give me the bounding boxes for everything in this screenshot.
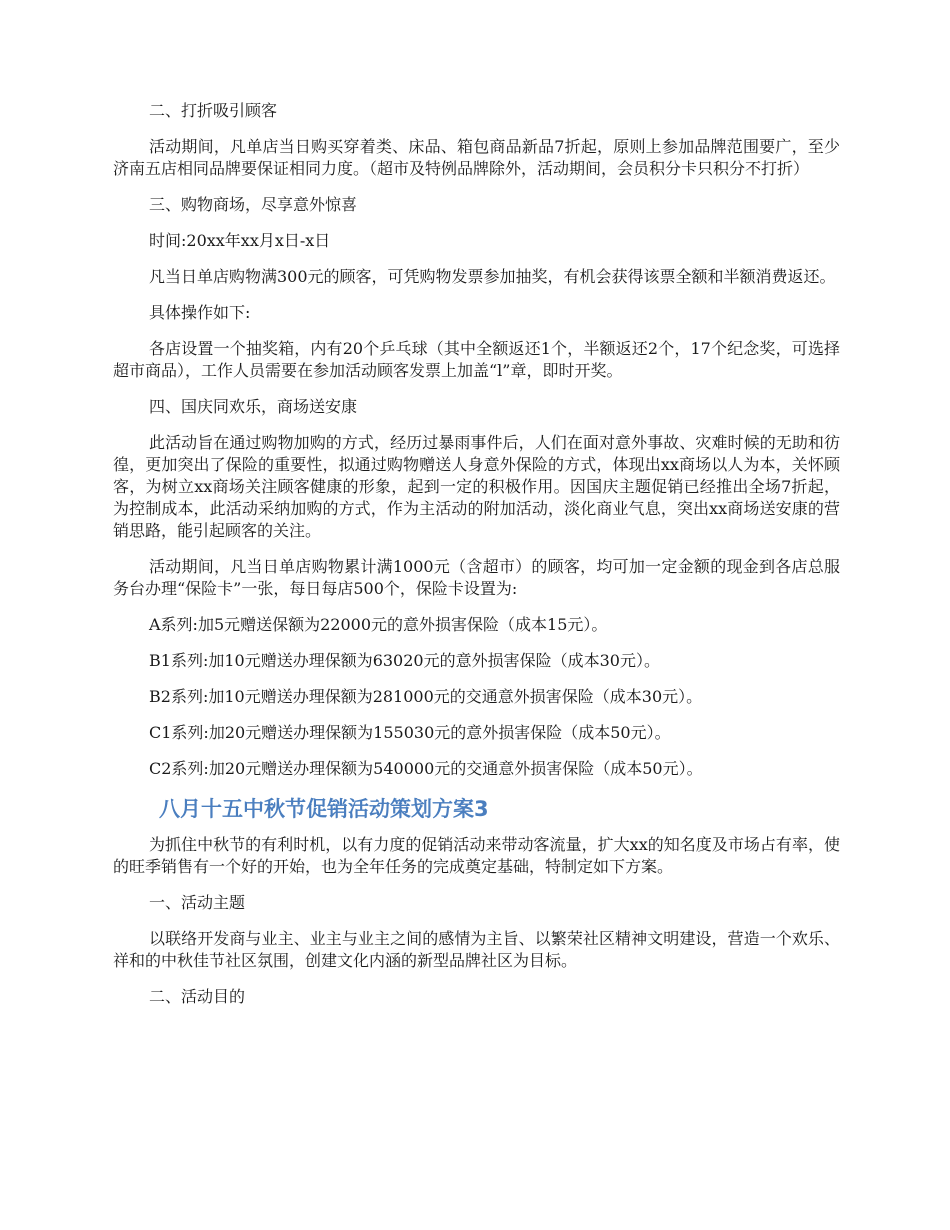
body-paragraph: 以联络开发商与业主、业主与业主之间的感情为主旨、以繁荣社区精神文明建设，营造一个欢乐、祥和的中秋佳节社区氛围，创建文化内涵的新型品牌社区为目标。 xyxy=(113,929,840,970)
list-item: B2系列:加10元赠送办理保额为281000元的交通意外损害保险（成本30元）。 xyxy=(149,687,703,706)
list-item: C1系列:加20元赠送办理保额为155030元的意外损害保险（成本50元）。 xyxy=(149,723,671,742)
section-subheading: 二、活动目的 xyxy=(149,987,246,1006)
body-paragraph: 活动期间，凡单店当日购买穿着类、床品、箱包商品新品7折起，原则上参加品牌范围要广，至少济南五店相同品牌要保证相同力度。（超市及特例品牌除外，活动期间，会员积分卡只积分不打折） xyxy=(113,137,840,178)
section-heading: 八月十五中秋节促销活动策划方案3 xyxy=(159,797,489,821)
list-item: C2系列:加20元赠送办理保额为540000元的交通意外损害保险（成本50元）。 xyxy=(149,759,703,778)
document-page xyxy=(113,100,840,1022)
body-paragraph: 活动期间，凡当日单店购物累计满1000元（含超市）的顾客，均可加一定金额的现金到各店总服务台办理“保险卡”一张，每日每店500个，保险卡设置为: xyxy=(113,557,840,598)
body-paragraph: 此活动旨在通过购物加购的方式，经历过暴雨事件后，人们在面对意外事故、灾难时候的无助和彷徨，更加突出了保险的重要性，拟通过购物赠送人身意外保险的方式，体现出xx商场以人为本，关怀顾客，为树立xx商场关注顾客健康的形象，起到一定的积极作用。因国庆主题促销已经推出全场7折起，为控制成本，此活动采纳加购的方式，作为主活动的附加活动，淡化商业气息，突出xx商场送安康的营销思路，能引起顾客的关注。 xyxy=(113,433,840,540)
body-paragraph: 具体操作如下: xyxy=(149,303,251,322)
section-subheading: 一、活动主题 xyxy=(149,893,246,912)
section-subheading: 四、国庆同欢乐，商场送安康 xyxy=(149,397,358,416)
body-paragraph: 时间:20xx年xx月x日-x日 xyxy=(149,231,331,250)
section-subheading: 三、购物商场，尽享意外惊喜 xyxy=(149,195,358,214)
list-item: A系列:加5元赠送保额为22000元的意外损害保险（成本15元）。 xyxy=(149,615,608,634)
list-item: B1系列:加10元赠送办理保额为63020元的意外损害保险（成本30元）。 xyxy=(149,651,660,670)
body-paragraph: 凡当日单店购物满300元的顾客，可凭购物发票参加抽奖，有机会获得该票全额和半额消费返还。 xyxy=(149,267,836,286)
body-paragraph: 各店设置一个抽奖箱，内有20个乒乓球（其中全额返还1个，半额返还2个，17个纪念奖，可选择超市商品），工作人员需要在参加活动顾客发票上加盖“l”章，即时开奖。 xyxy=(113,339,840,380)
body-paragraph: 为抓住中秋节的有利时机，以有力度的促销活动来带动客流量，扩大xx的知名度及市场占有率，使的旺季销售有一个好的开始，也为全年任务的完成奠定基础，特制定如下方案。 xyxy=(113,835,840,876)
section-subheading: 二、打折吸引顾客 xyxy=(149,101,278,120)
